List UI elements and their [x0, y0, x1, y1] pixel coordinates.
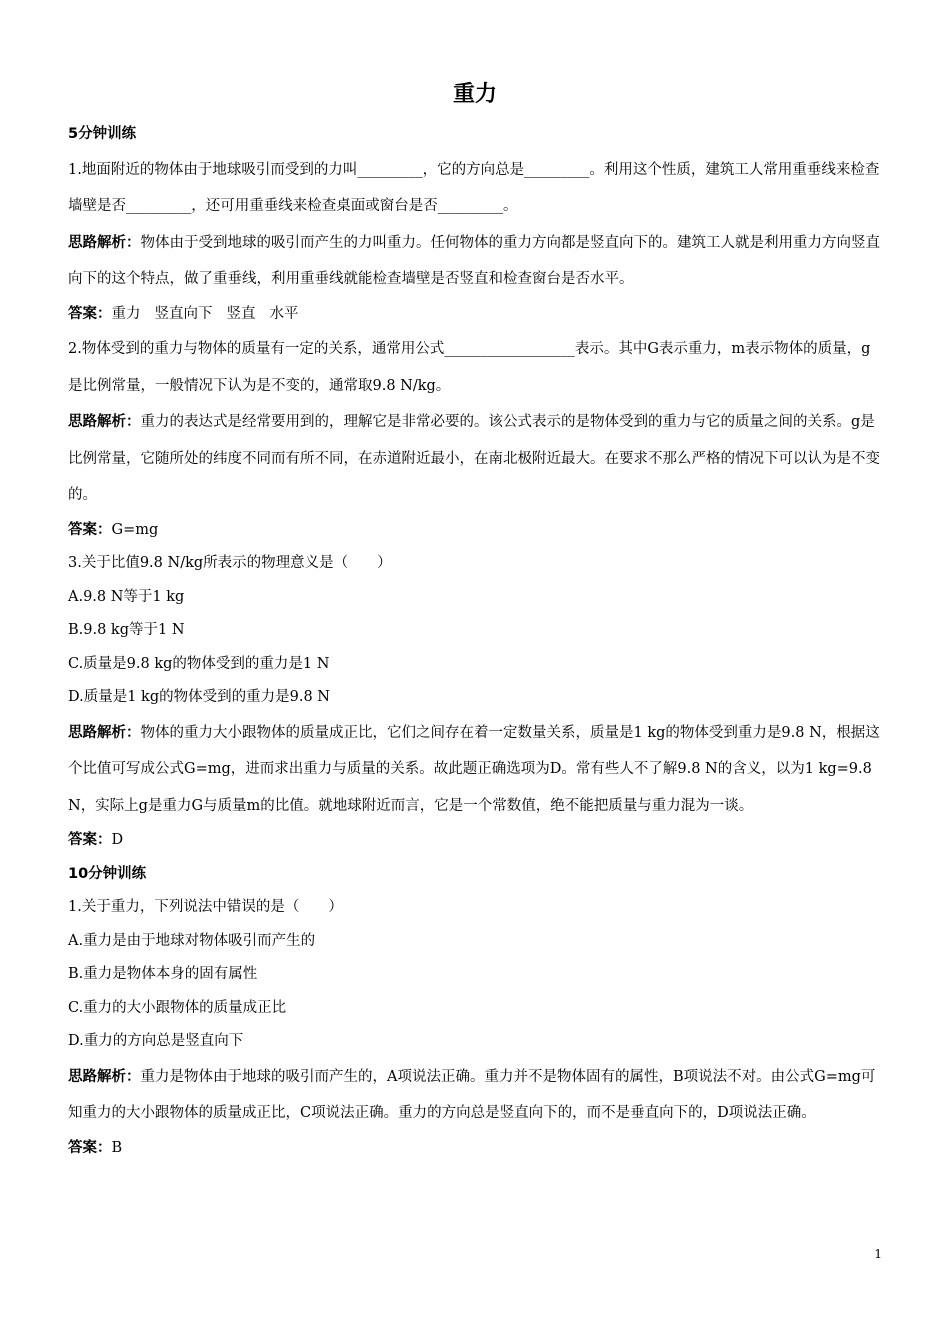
- analysis-block: [68, 715, 884, 825]
- answer-line: [68, 298, 884, 332]
- answer-label: 答案：: [68, 305, 112, 322]
- answer-item: 重力: [111, 305, 141, 322]
- answer-label: 答案：: [68, 521, 112, 538]
- answer-label: 答案：: [68, 832, 112, 848]
- option-b: B.重力是物体本身的固有属性: [68, 966, 258, 982]
- page-title: 重力: [452, 82, 497, 107]
- answer-item: 水平: [269, 305, 299, 322]
- question-text: 2.物体受到的重力与物体的质量有一定的关系，通常用公式__________________表示。其中G表示重力，m表示物体的质量，g是比例常量，一般情况下认为是不变的，通常取9.8 N/kg。: [68, 341, 871, 394]
- question-text: 1.地面附近的物体由于地球吸引而受到的力叫_________，它的方向总是_________。利用这个性质，建筑工人常用重垂线来检查墙壁是否_________，还可用重垂线来检查桌面或窗台是否_________。: [68, 161, 880, 214]
- option-d: D.质量是1 kg的物体受到的重力是9.8 N: [68, 689, 330, 705]
- analysis-label: 思路解析：: [68, 234, 141, 251]
- answer-line: [68, 824, 884, 858]
- page-number: 1: [874, 1247, 882, 1261]
- analysis-text: 物体的重力大小跟物体的质量成正比，它们之间存在着一定数量关系，质量是1 kg的物体受到重力是9.8 N，根据这个比值可写成公式G=mg，进而求出重力与质量的关系。故此题正确选项为D。常有些人不了解9.8 N的含义，以为1 kg=9.8 N，实际上g是重力G与质量m的比值。就地球附近而言，它是一个常数值，绝不能把质量与重力混为一谈。: [68, 724, 880, 814]
- answer-value: G=mg: [111, 521, 159, 538]
- analysis-block: [68, 1059, 884, 1132]
- question-text: 3.关于比值9.8 N/kg所表示的物理意义是（ ）: [68, 555, 392, 571]
- answer-item: 竖直: [226, 305, 256, 322]
- answer-label: 答案：: [68, 1139, 112, 1156]
- option-c: C.重力的大小跟物体的质量成正比: [68, 999, 287, 1016]
- document-body: [68, 118, 884, 1165]
- section-heading: 5分钟训练: [68, 126, 137, 142]
- answer-line: [68, 1132, 884, 1166]
- option-d: D.重力的方向总是竖直向下: [68, 1033, 244, 1049]
- answer-value: B: [111, 1139, 123, 1156]
- question-text: 1.关于重力，下列说法中错误的是（ ）: [68, 899, 343, 915]
- option-a: A.9.8 N等于1 kg: [68, 588, 185, 605]
- section-heading: 10分钟训练: [68, 865, 147, 882]
- answer-line: [68, 514, 884, 548]
- analysis-label: 思路解析：: [68, 724, 141, 741]
- analysis-text: 重力的表达式是经常要用到的，理解它是非常必要的。该公式表示的是物体受到的重力与它的质量之间的关系。g是比例常量，它随所处的纬度不同而有所不同，在赤道附近最小，在南北极附近最大。在要求不那么严格的情况下可以认为是不变的。: [68, 414, 880, 503]
- analysis-text: 重力是物体由于地球的吸引而产生的，A项说法正确。重力并不是物体固有的属性，B项说法不对。由公式G=mg可知重力的大小跟物体的质量成正比，C项说法正确。重力的方向总是竖直向下的，而不是垂直向下的，D项说法正确。: [68, 1068, 876, 1121]
- analysis-label: 思路解析：: [68, 414, 141, 430]
- answer-item: 竖直向下: [154, 305, 213, 322]
- analysis-block: [68, 225, 884, 298]
- option-b: B.9.8 kg等于1 N: [68, 622, 185, 638]
- option-a: A.重力是由于地球对物体吸引而产生的: [68, 932, 316, 949]
- analysis-block: [68, 404, 884, 514]
- analysis-text: 物体由于受到地球的吸引而产生的力叫重力。任何物体的重力方向都是竖直向下的。建筑工人就是利用重力方向竖直向下的这个特点，做了重垂线，利用重垂线就能检查墙壁是否竖直和检查窗台是否水平。: [68, 234, 880, 287]
- analysis-label: 思路解析：: [68, 1068, 141, 1085]
- answer-value: D: [111, 832, 124, 848]
- option-c: C.质量是9.8 kg的物体受到的重力是1 N: [68, 655, 330, 672]
